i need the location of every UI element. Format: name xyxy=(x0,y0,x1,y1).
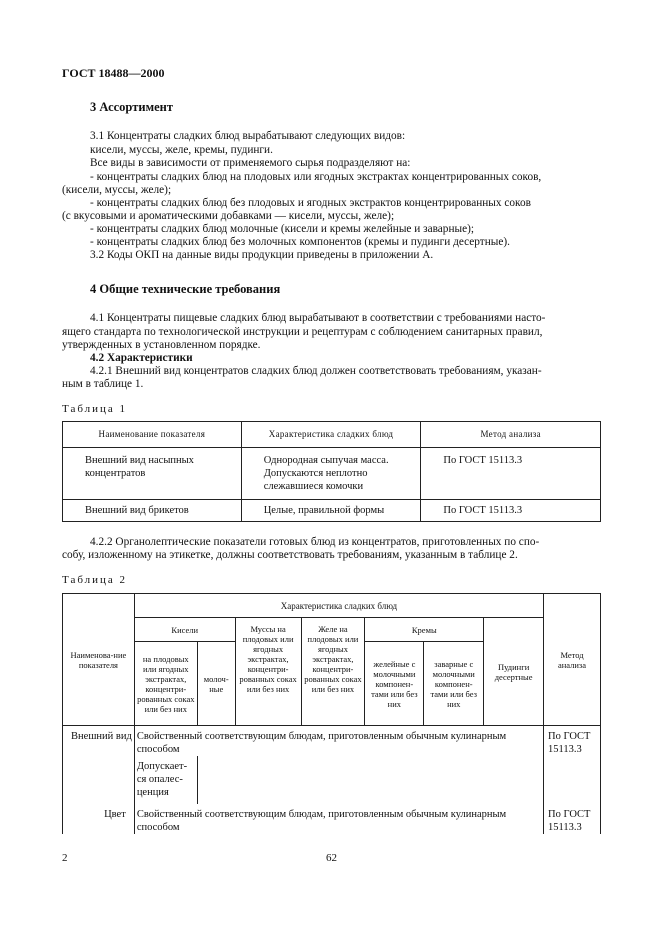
paragraph: - концентраты сладких блюд молочные (кисели и кремы желейные и заварные); xyxy=(90,223,474,235)
paragraph: (с вкусовыми и ароматическими добавками — кисели, муссы, желе); xyxy=(62,210,395,222)
section-3-title: 3 Ассортимент xyxy=(90,100,173,114)
table-row xyxy=(63,726,601,757)
paragraph: ным в таблице 1. xyxy=(62,378,144,390)
paragraph: - концентраты сладких блюд без молочных компонентов (кремы и пудинги десертные). xyxy=(90,236,510,248)
table-cell: Внешний вид xyxy=(63,726,135,757)
table-cell: Однородная сыпучая масса. Допускаются неплотно слежавшиеся комочки xyxy=(241,448,421,500)
column-header: на плодовых или ягодных экстрактах, концентри-рованных соках или без них xyxy=(134,642,197,726)
column-header: Наименова-ние показателя xyxy=(63,594,135,726)
column-header: желейные с молочными компонен-тами или без них xyxy=(365,642,424,726)
column-header: Наименование показателя xyxy=(63,422,242,448)
table-cell: По ГОСТ 15113.3 xyxy=(421,448,601,500)
table-cell: Цвет xyxy=(63,804,135,834)
column-header: Характеристика сладких блюд xyxy=(134,594,543,618)
table-cell: По ГОСТ 15113.3 xyxy=(544,726,601,757)
table-row xyxy=(63,804,601,834)
paragraph: собу, изложенному на этикетке, должны соответствовать требованиям, указанным в таблице 2. xyxy=(62,549,518,561)
paragraph: Все виды в зависимости от применяемого сырья подразделяют на: xyxy=(90,157,411,169)
subsection-title: 4.2 Характеристики xyxy=(90,352,193,364)
paragraph: кисели, муссы, желе, кремы, пудинги. xyxy=(90,144,273,156)
paragraph: 3.1 Концентраты сладких блюд вырабатывают следующих видов: xyxy=(90,130,406,142)
table-cell: Целые, правильной формы xyxy=(241,500,421,522)
column-header: Кремы xyxy=(365,618,484,642)
table-header-row xyxy=(63,422,601,448)
document-header: ГОСТ 18488—2000 xyxy=(62,66,165,80)
table-cell: Внешний вид насыпных концентратов xyxy=(63,448,242,500)
table-1-caption: Таблица 1 xyxy=(62,403,128,415)
column-header: молоч-ные xyxy=(197,642,235,726)
paragraph: - концентраты сладких блюд без плодовых и ягодных экстрактов концентрированных соков xyxy=(90,197,531,209)
table-row xyxy=(63,448,601,500)
table-cell: Допускает-ся опалес-ценция xyxy=(134,756,197,804)
table-2-caption: Таблица 2 xyxy=(62,574,128,586)
table-2 xyxy=(62,593,601,834)
paragraph: 4.1 Концентраты пищевые сладких блюд вырабатывают в соответствии с требованиями насто- xyxy=(90,312,546,324)
column-header: Характеристика сладких блюд xyxy=(241,422,421,448)
paragraph: 3.2 Коды ОКП на данные виды продукции приведены в приложении А. xyxy=(90,249,434,261)
paragraph: ящего стандарта по технологической инструкции и рецептурам с соблюдением санитарных правил, xyxy=(62,326,543,338)
paragraph: (кисели, муссы, желе); xyxy=(62,184,172,196)
page-number-left: 2 xyxy=(62,852,68,864)
column-header: Метод анализа xyxy=(544,594,601,726)
column-header: заварные с молочными компонен-тами или без них xyxy=(424,642,484,726)
column-header: Желе на плодовых или ягодных экстрактах, концентри-рованных соках или без них xyxy=(301,618,365,726)
table-cell: По ГОСТ 15113.3 xyxy=(544,804,601,834)
table-1 xyxy=(62,421,601,522)
column-header: Метод анализа xyxy=(421,422,601,448)
table-cell: По ГОСТ 15113.3 xyxy=(421,500,601,522)
paragraph: 4.2.2 Органолептические показатели готовых блюд из концентратов, приготовленных по спо- xyxy=(90,536,540,548)
column-header: Муссы на плодовых или ягодных экстрактах, концентри-рованных соках или без них xyxy=(235,618,301,726)
paragraph: утвержденных в установленном порядке. xyxy=(62,339,261,351)
column-header: Кисели xyxy=(134,618,235,642)
paragraph: - концентраты сладких блюд на плодовых или ягодных экстрактах концентрированных соков, xyxy=(90,171,542,183)
table-cell: Свойственный соответствующим блюдам, приготовленным обычным кулинарным способом xyxy=(134,804,543,834)
table-cell: Внешний вид брикетов xyxy=(63,500,242,522)
page-number-center: 62 xyxy=(326,852,337,864)
table-row xyxy=(63,756,601,804)
table-cell: Свойственный соответствующим блюдам, приготовленным обычным кулинарным способом xyxy=(134,726,543,757)
column-header: Пудинги десертные xyxy=(484,618,544,726)
section-4-title: 4 Общие технические требования xyxy=(90,282,281,296)
table-row xyxy=(63,500,601,522)
paragraph: 4.2.1 Внешний вид концентратов сладких блюд должен соответствовать требованиям, указан- xyxy=(90,365,542,377)
